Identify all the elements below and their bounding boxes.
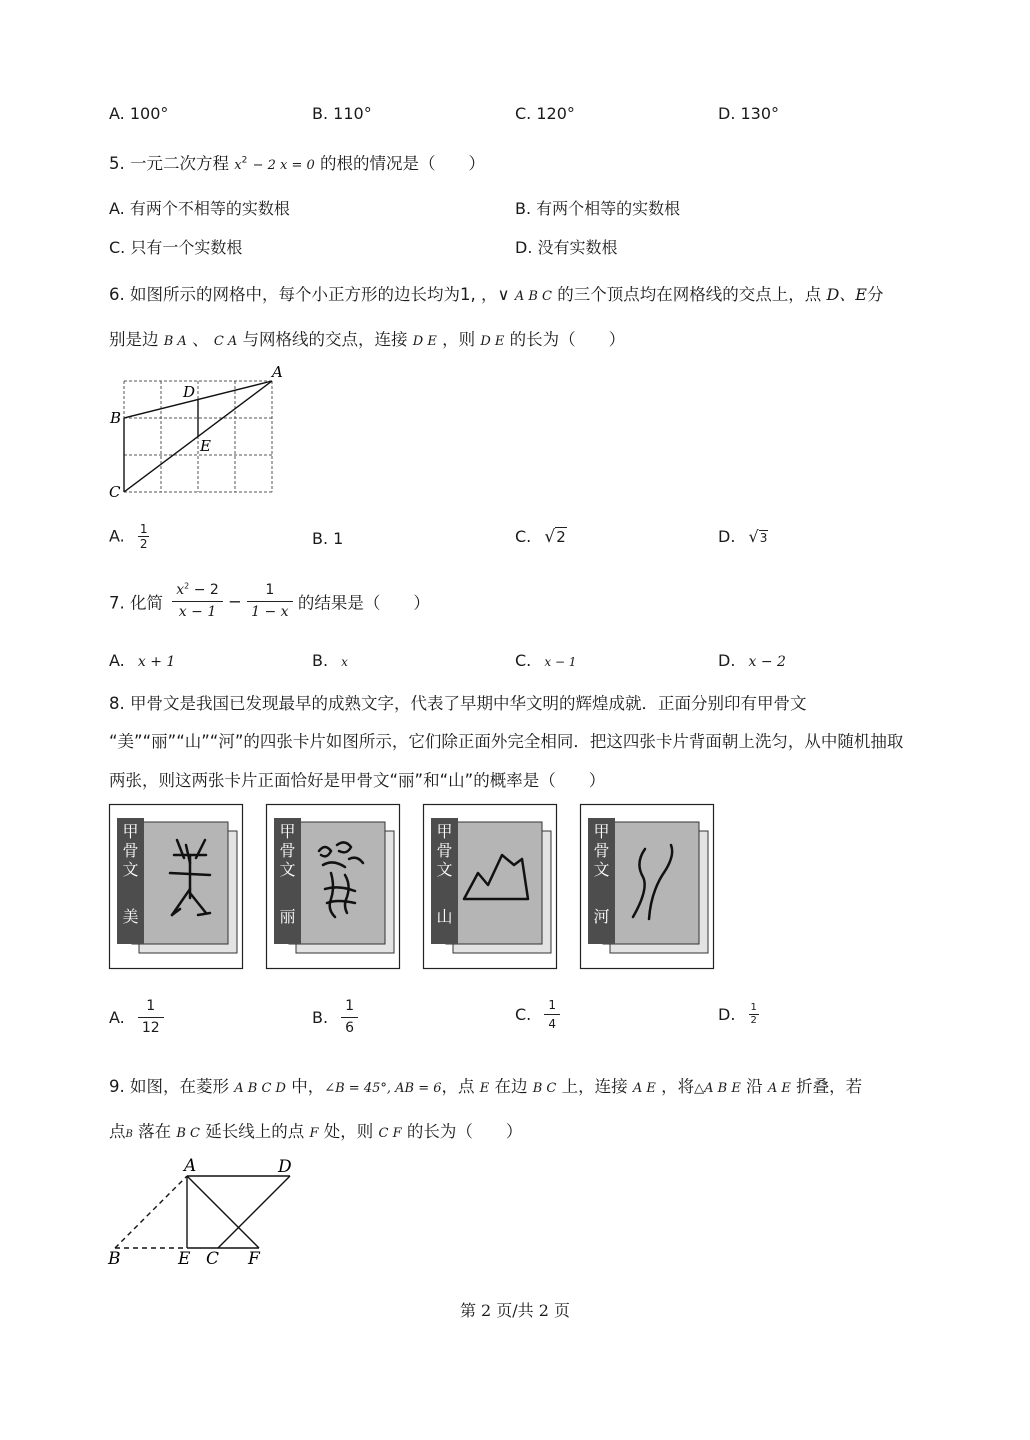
q7-f2-den: 1 − x bbox=[247, 601, 292, 623]
q8-option-b bbox=[312, 996, 358, 1039]
q6-de: D、E bbox=[826, 285, 867, 304]
q6-ba: B A bbox=[163, 334, 187, 349]
q6-c-rad: 2 bbox=[556, 528, 566, 546]
card1-char: 美 bbox=[122, 907, 139, 926]
q9-bc: B C bbox=[532, 1081, 557, 1096]
oracle-card-mei bbox=[110, 805, 243, 969]
q7-option-b bbox=[312, 651, 348, 670]
q9-b-pt: B bbox=[125, 1129, 133, 1140]
q7-f1-den: x − 1 bbox=[172, 601, 223, 623]
q9-angle: ∠B = 45°, AB = 6 bbox=[324, 1081, 442, 1096]
q8-d-num: 1 bbox=[750, 1002, 757, 1013]
q6-label-a: A bbox=[272, 363, 283, 381]
question-9-line2 bbox=[109, 1118, 522, 1142]
q6-d-label: D. bbox=[718, 527, 736, 546]
q8-d-label: D. bbox=[718, 1005, 736, 1024]
q8-b-label: B. bbox=[312, 1008, 329, 1027]
q8-cards-figure bbox=[108, 803, 718, 973]
q9-rhombus-figure bbox=[100, 1152, 310, 1272]
q6-grid-figure bbox=[104, 362, 294, 502]
q8-option-c bbox=[515, 996, 560, 1033]
question-8-line3: 两张，则这两张卡片正面恰好是甲骨文“丽”和“山”的概率是（ ） bbox=[109, 771, 606, 790]
q6-d-rad: 3 bbox=[759, 531, 768, 545]
q7-prefix: 7. 化简 bbox=[109, 593, 163, 613]
q8-c-den: 4 bbox=[544, 1014, 560, 1033]
q6-l2-d: 的长为（ ） bbox=[509, 330, 626, 349]
sqrt-icon: √ bbox=[748, 527, 759, 546]
question-6-line1 bbox=[109, 281, 883, 305]
card3-side-1: 甲 bbox=[436, 822, 453, 841]
q9-cf: C F bbox=[378, 1126, 402, 1141]
q7-d-val: x − 2 bbox=[748, 654, 786, 670]
question-7 bbox=[109, 580, 430, 623]
q8-c-label: C. bbox=[515, 1005, 532, 1024]
q9-l2-c: 延长线上的点 bbox=[205, 1122, 305, 1141]
q4-option-d: D. 130° bbox=[718, 104, 780, 123]
q9-label-e: E bbox=[178, 1249, 191, 1269]
q8-option-a bbox=[109, 996, 164, 1039]
q6-de2: D E bbox=[480, 334, 505, 349]
q6-sep: 、 bbox=[192, 330, 209, 349]
q9-label-d: D bbox=[278, 1157, 292, 1177]
q7-f1-exp: 2 bbox=[184, 581, 190, 591]
q9-label-b: B bbox=[108, 1249, 121, 1269]
card2-side-3: 文 bbox=[279, 860, 296, 879]
card3-side-2: 骨 bbox=[436, 841, 453, 860]
q9-l1-a: 9. 如图，在菱形 bbox=[109, 1077, 229, 1096]
card2-side-2: 骨 bbox=[279, 841, 296, 860]
q7-option-c bbox=[515, 651, 576, 670]
q7-f1-rest: − 2 bbox=[189, 582, 219, 598]
card1-side-3: 文 bbox=[122, 860, 139, 879]
q5-eq-exp: 2 bbox=[241, 155, 248, 166]
q4-option-a: A. 100° bbox=[109, 104, 169, 123]
q5-option-d: D. 没有实数根 bbox=[515, 238, 618, 257]
q8-option-d bbox=[718, 1002, 759, 1027]
q6-label-b: B bbox=[110, 409, 122, 427]
sqrt-icon: √ bbox=[544, 527, 556, 547]
card4-side-1: 甲 bbox=[593, 822, 610, 841]
q7-option-d bbox=[718, 651, 786, 670]
oracle-card-he bbox=[581, 805, 714, 969]
q6-text-a: 6. 如图所示的网格中，每个小正方形的边长均为1, ，∨ bbox=[109, 285, 510, 304]
q6-label-d: D bbox=[183, 383, 196, 401]
q9-l2-bc: B C bbox=[176, 1126, 200, 1141]
q9-label-a: A bbox=[184, 1156, 197, 1176]
q7-b-label: B. bbox=[312, 651, 329, 670]
q7-d-label: D. bbox=[718, 651, 736, 670]
q6-a-label: A. bbox=[109, 526, 125, 546]
q6-a-num: 1 bbox=[139, 522, 148, 536]
q9-ae2: A E bbox=[767, 1081, 791, 1096]
q5-option-a: A. 有两个不相等的实数根 bbox=[109, 199, 290, 218]
q9-l2-b: 落在 bbox=[138, 1122, 172, 1141]
q7-f2-num: 1 bbox=[265, 582, 275, 598]
q6-l2-a: 别是边 bbox=[109, 330, 159, 349]
q7-c-val: x − 1 bbox=[544, 655, 577, 669]
q5-prefix: 5. 一元二次方程 bbox=[109, 154, 229, 173]
q9-lines bbox=[115, 1176, 290, 1248]
q6-option-b: B. 1 bbox=[312, 529, 344, 548]
q9-e: E bbox=[479, 1081, 490, 1096]
question-8-line2: “美”“丽”“山”“河”的四张卡片如图所示，它们除正面外完全相同．把这四张卡片背面朝上洗匀，从中随机抽取 bbox=[109, 732, 904, 751]
q9-l2-e: 的长为（ ） bbox=[406, 1122, 523, 1141]
q9-l1-d: 在边 bbox=[494, 1077, 528, 1096]
q6-label-c: C bbox=[109, 483, 121, 501]
q8-a-label: A. bbox=[109, 1008, 125, 1027]
q6-label-e: E bbox=[200, 437, 211, 455]
q5-suffix: 的根的情况是（ ） bbox=[320, 154, 486, 173]
q9-tri: △A B E bbox=[694, 1081, 741, 1096]
q7-b-val: x bbox=[341, 655, 348, 669]
card3-side-3: 文 bbox=[436, 860, 453, 879]
q6-option-c bbox=[515, 527, 567, 547]
card4-side-2: 骨 bbox=[593, 841, 610, 860]
q7-option-a bbox=[109, 651, 175, 670]
q8-c-num: 1 bbox=[548, 998, 556, 1012]
q9-l2-d: 处，则 bbox=[323, 1122, 374, 1141]
q6-a-den: 2 bbox=[139, 537, 148, 552]
q9-l1-b: 中， bbox=[291, 1077, 325, 1096]
q6-text-b: 的三个顶点均在网格线的交点上，点 bbox=[557, 285, 822, 304]
q5-option-b: B. 有两个相等的实数根 bbox=[515, 199, 681, 218]
q9-l2-a: 点 bbox=[109, 1122, 126, 1141]
q7-minus: − bbox=[228, 592, 242, 611]
q9-l1-f: 上，连接 bbox=[561, 1077, 628, 1096]
card3-char: 山 bbox=[436, 907, 453, 926]
q7-a-label: A. bbox=[109, 651, 125, 670]
q6-c-label: C. bbox=[515, 527, 532, 546]
oracle-card-shan bbox=[424, 805, 557, 969]
q5-eq-x: x bbox=[234, 158, 242, 173]
card4-char: 河 bbox=[593, 907, 610, 926]
q6-abc: A B C bbox=[514, 289, 552, 304]
q8-a-num: 1 bbox=[146, 998, 156, 1014]
q5-eq-rest: − 2 x = 0 bbox=[252, 158, 315, 173]
q6-ca: C A bbox=[213, 334, 238, 349]
card1-side-1: 甲 bbox=[122, 822, 139, 841]
question-6-line2 bbox=[109, 326, 625, 350]
q6-l2-b: 与网格线的交点，连接 bbox=[242, 330, 408, 349]
q4-option-b: B. 110° bbox=[312, 104, 372, 123]
q7-c-label: C. bbox=[515, 651, 532, 670]
q6-de1: D E bbox=[412, 334, 437, 349]
q8-b-num: 1 bbox=[345, 998, 355, 1014]
q8-a-den: 12 bbox=[138, 1017, 164, 1039]
q6-text-c: 分 bbox=[866, 285, 884, 304]
q9-l1-i: 折叠，若 bbox=[796, 1077, 863, 1096]
q5-option-c: C. 只有一个实数根 bbox=[109, 238, 243, 257]
q7-f1-x: x bbox=[176, 582, 185, 598]
card4-side-3: 文 bbox=[593, 860, 610, 879]
q6-option-d bbox=[718, 527, 768, 546]
q9-l2-f: F bbox=[309, 1126, 319, 1141]
oracle-card-li bbox=[267, 805, 400, 969]
page-footer: 第 2 页/共 2 页 bbox=[459, 1301, 571, 1320]
q4-option-c: C. 120° bbox=[515, 104, 575, 123]
question-9-line1 bbox=[109, 1073, 862, 1097]
q8-b-den: 6 bbox=[341, 1017, 358, 1039]
q7-suffix: 的结果是（ ） bbox=[297, 593, 430, 613]
question-5 bbox=[109, 150, 485, 174]
question-8-line1: 8. 甲骨文是我国已发现最早的成熟文字，代表了早期中华文明的辉煌成就．正面分别印有甲骨文 bbox=[109, 694, 807, 713]
q9-label-f: F bbox=[248, 1249, 260, 1269]
q9-l1-h: 沿 bbox=[746, 1077, 763, 1096]
q6-l2-c: ，则 bbox=[442, 330, 476, 349]
q9-l1-c: ，点 bbox=[441, 1077, 475, 1096]
q9-abcd: A B C D bbox=[234, 1081, 286, 1096]
q9-ae: A E bbox=[632, 1081, 656, 1096]
card1-side-2: 骨 bbox=[122, 841, 139, 860]
q9-label-c: C bbox=[206, 1249, 220, 1269]
q9-l1-g: ，将 bbox=[661, 1077, 695, 1096]
q8-d-den: 2 bbox=[750, 1015, 757, 1026]
q7-a-val: x + 1 bbox=[137, 654, 176, 670]
q6-option-a bbox=[109, 522, 149, 552]
card2-char: 丽 bbox=[279, 907, 296, 926]
card2-side-1: 甲 bbox=[279, 822, 296, 841]
